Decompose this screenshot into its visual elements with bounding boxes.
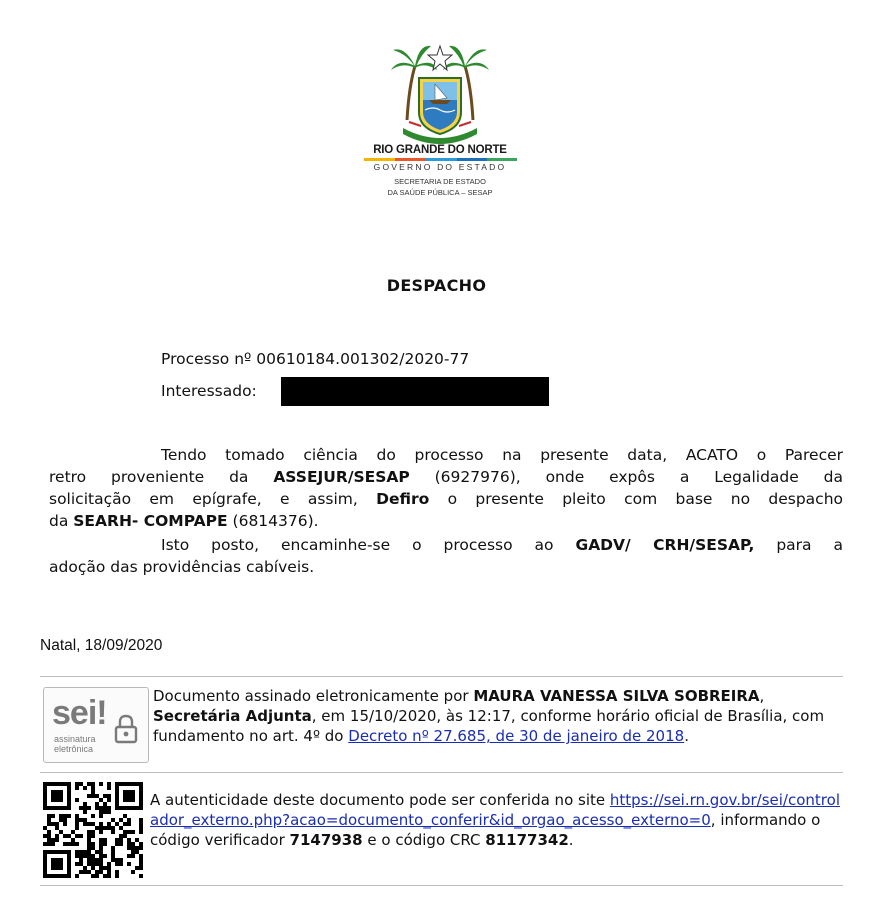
interested-label: Interessado:: [161, 382, 257, 400]
dispatch-paragraph-2: [49, 534, 843, 578]
verifier-code: 7147938: [289, 831, 363, 849]
seal-sub-2: eletrônica: [54, 744, 94, 754]
state-name: RIO GRANDE DO NORTE: [373, 144, 507, 156]
crc-code: 81177342: [485, 831, 569, 849]
coat-of-arms-icon: [385, 36, 495, 148]
document-date: Natal, 18/09/2020: [40, 637, 163, 654]
qr-code-icon: [43, 782, 143, 878]
secretariat-line-1: SECRETARIA DE ESTADO: [394, 177, 486, 186]
process-number: Processo nº 00610184.001302/2020-77: [161, 350, 470, 368]
seal-sub-1: assinatura: [54, 734, 96, 744]
electronic-signature-seal: [43, 687, 149, 763]
authenticity-url-link[interactable]: https://sei.rn.gov.br/sei/controlador_externo.php?acao=documento_conferir&id_orgao_acesso_externo=0: [150, 791, 840, 829]
divider-top: [40, 676, 843, 677]
padlock-icon: [114, 714, 138, 744]
divider-middle: [40, 772, 843, 773]
para2-line-2: adoção das providências cabíveis.: [49, 558, 315, 576]
redacted-name-block: [281, 377, 549, 406]
para1-line-4: da SEARH- COMPAPE (6814376).: [49, 512, 319, 530]
para1-line-2: retro proveniente da ASSEJUR/SESAP (6927976), onde expôs a Legalidade da: [49, 468, 843, 486]
para1-line-3: solicitação em epígrafe, e assim, Defiro o presente pleito com base no despacho: [49, 490, 843, 508]
para1-line-1: Tendo tomado ciência do processo na presente data, ACATO o Parecer: [161, 446, 843, 464]
government-label: GOVERNO DO ESTADO: [373, 162, 507, 172]
secretariat-line-2: DA SAÚDE PÚBLICA – SESAP: [387, 188, 493, 197]
para2-line-1: Isto posto, encaminhe-se o processo ao GADV/ CRH/SESAP, para a: [161, 536, 843, 554]
document-title: DESPACHO: [386, 276, 487, 295]
dispatch-paragraph-1: [49, 444, 843, 532]
header-color-strip: [364, 158, 517, 161]
sei-logo-text: sei!: [52, 694, 107, 732]
divider-bottom: [40, 885, 843, 886]
authenticity-statement: A autenticidade deste documento pode ser conferida no site https://sei.rn.gov.br/sei/controlador_externo.php?acao=documento_conferir&id_orgao_acesso_externo=0, informando o código verificador 7147938 e o código CRC 81177342.: [150, 791, 840, 849]
decree-link[interactable]: Decreto nº 27.685, de 30 de janeiro de 2018: [348, 727, 685, 745]
signature-statement: Documento assinado eletronicamente por MAURA VANESSA SILVA SOBREIRA, Secretária Adjunta, em 15/10/2020, às 12:17, conforme horário oficial de Brasília, com fundamento no art. 4º do Decreto nº 27.685, de 30 de janeiro de 2018.: [153, 687, 825, 745]
